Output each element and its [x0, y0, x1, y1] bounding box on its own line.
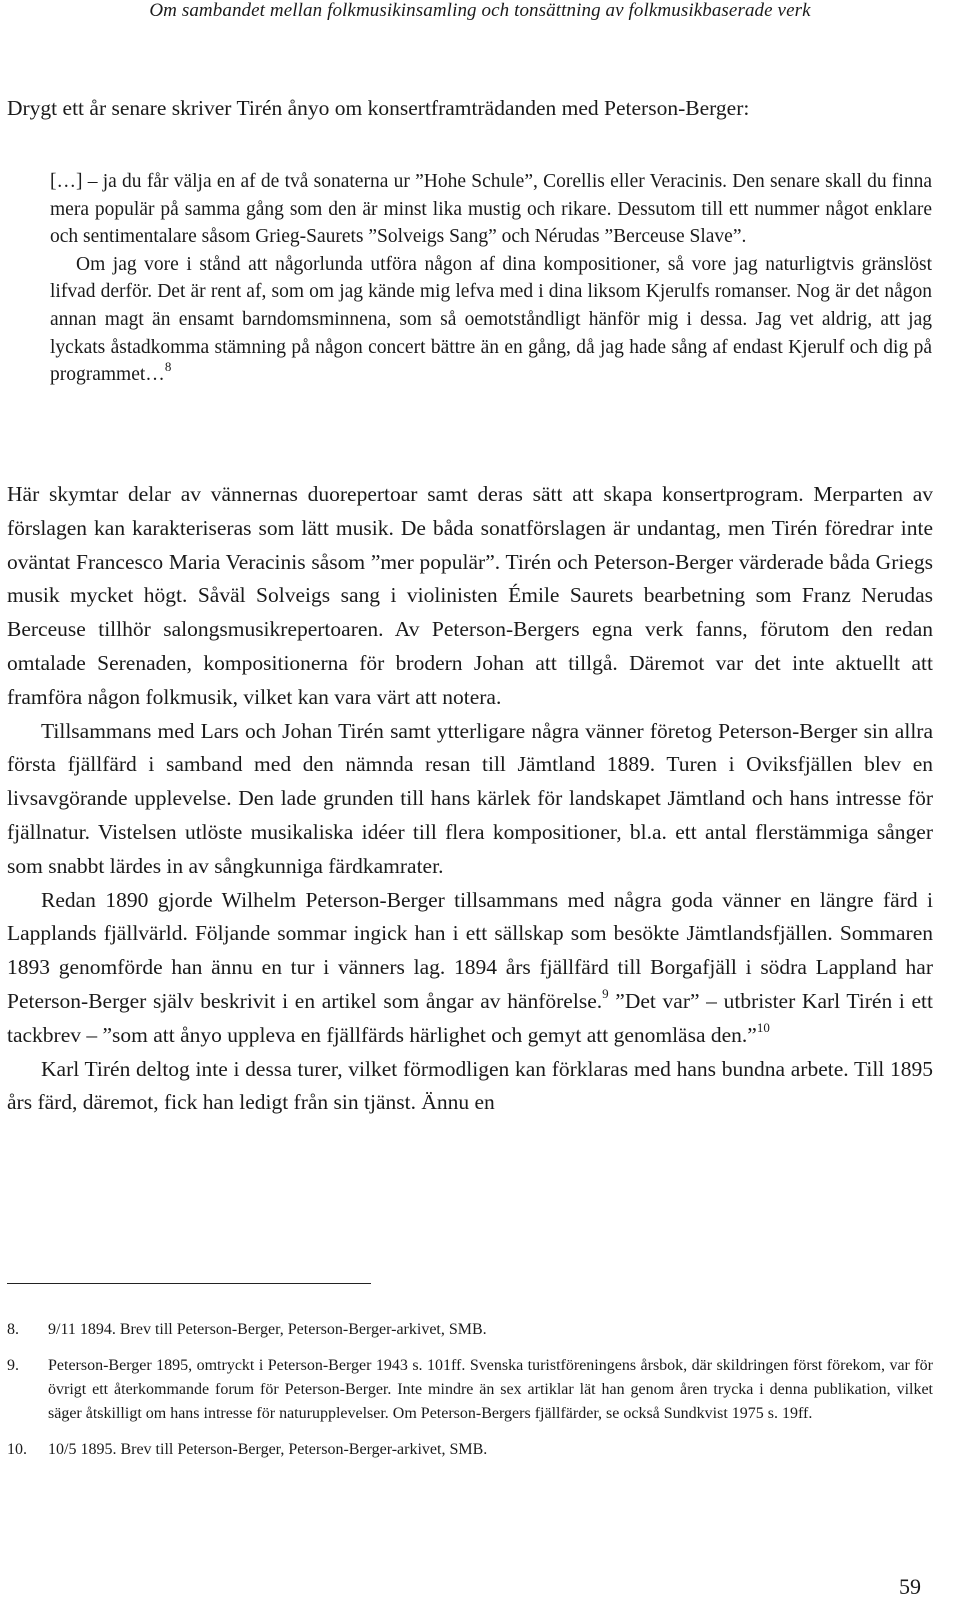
running-header: Om sambandet mellan folkmusikinsamling och tonsättning av folkmusikbaserade verk [149, 0, 811, 21]
footnote-divider [7, 1283, 371, 1284]
body-paragraph-3-part-a: Redan 1890 gjorde Wilhelm Peterson-Berger tillsammans med några goda vänner en längre färd i Lapplands fjällvärld. Följande sommar ingick han i ett sällskap som besökte Jämtlandsfjällen. Sommaren 1893 genomförde han ännu en tur i vänners lag. 1894 års fjällfärd till Borgafjäll i södra Lappland har Peterson-Berger själv beskrivit i en artikel som ångar av hänförelse. [7, 887, 933, 1013]
block-quote [50, 168, 932, 389]
body-paragraph-3 [7, 884, 933, 1053]
footnote-item [7, 1318, 933, 1342]
footnote-number: 8. [7, 1321, 19, 1338]
quote-paragraph-2 [50, 251, 932, 389]
body-paragraph-4: Karl Tirén deltog inte i dessa turer, vilket förmodligen kan förklaras med hans bundna arbete. Till 1895 års färd, däremot, fick han ledigt från sin tjänst. Ännu en [7, 1056, 933, 1115]
body-paragraph-2: Tillsammans med Lars och Johan Tirén samt ytterligare några vänner företog Peterson-Berger sin allra första fjällfärd i samband med den nämnda resan till Jämtland 1889. Turen i Oviksfjällen blev en livsavgörande upplevelse. Den lade grunden till hans kärlek för landskapet Jämtland och hans intresse för fjällnatur. Vistelsen utlöste musikaliska idéer till flera kompositioner, bl.a. ett antal flerstämmiga sånger som snabbt lärdes in av sångkunniga färdkamrater. [7, 718, 933, 878]
footnotes [7, 1318, 933, 1474]
footnote-text: 10/5 1895. Brev till Peterson-Berger, Peterson-Berger-arkivet, SMB. [48, 1441, 488, 1458]
footnote-item [7, 1354, 933, 1426]
body-text [7, 478, 933, 1120]
footnote-ref-8[interactable]: 8 [164, 358, 172, 374]
quote-paragraph-2-text: Om jag vore i stånd att någorlunda utföra någon af dina kompositioner, så vore jag naturligtvis gränslöst lifvad derför. Det är rent af, som om jag kände mig lefva med i dina liksom Kjerulfs romanser. Nog är det någon annan magt än ensamt barndomsminnena, som så oemotståndligt hänför mig i dessa. Jag vet aldrig, att jag lyckats åstadkomma stämning på någon concert bättre än en gång, då jag hade sång af endast Kjerulf och dig på programmet… [50, 253, 932, 386]
footnote-number: 10. [7, 1441, 27, 1458]
body-paragraph-1: Här skymtar delar av vännernas duorepertoar samt deras sätt att skapa konsertprogram. Merparten av förslagen kan karakteriseras som lätt musik. De båda sonatförslagen är undantag, men Tirén föredrar inte oväntat Francesco Maria Veracinis såsom ”mer populär”. Tirén och Peterson-Berger värderade båda Griegs musik mycket högt. Såväl Solveigs sang i violinisten Émile Saurets bearbetning som Franz Nerudas Berceuse tillhör salongsmusikrepertoaren. Av Peterson-Bergers egna verk fanns, förutom den redan omtalade Serenaden, kompositionerna för brodern Johan att tillgå. Däremot var det inte aktuellt att framföra någon folkmusik, vilket kan vara värt att notera. [7, 482, 933, 709]
page-number: 59 [899, 1574, 921, 1599]
quote-paragraph-1: […] – ja du får välja en af de två sonaterna ur ”Hohe Schule”, Corellis eller Veracinis. Den senare skall du finna mera populär på samma gång som den är minst lika mustig och rikare. Dessutom till ett nummer något enklare och sentimentalare såsom Grieg-Saurets ”Solveigs Sang” och Nérudas ”Berceuse Slave”. [50, 171, 932, 248]
footnote-number: 9. [7, 1357, 19, 1374]
footnote-ref-9[interactable]: 9 [602, 985, 609, 1001]
footnote-item [7, 1438, 933, 1462]
footnote-text: Peterson-Berger 1895, omtryckt i Peterson-Berger 1943 s. 101ff. Svenska turistföreningens årsbok, där skildringen först förekom, var för övrigt ett återkommande forum för Peterson-Berger. Inte mindre än sex artiklar lät han genom åren trycka i denna publikation, vilket säger åtskilligt om hans intresse för naturupplevelser. Om Peterson-Bergers fjällfärder, se också Sundkvist 1975 s. 19ff. [48, 1357, 933, 1422]
footnote-ref-10[interactable]: 10 [756, 1019, 770, 1035]
body-paragraph-3-part-b: ”Det var” – utbrister Karl Tirén i ett tackbrev – ”som att ånyo uppleva en fjällfärds härlighet och gemyt att genomläsa den.” [7, 988, 933, 1047]
footnote-text: 9/11 1894. Brev till Peterson-Berger, Peterson-Berger-arkivet, SMB. [48, 1321, 487, 1338]
intro-paragraph: Drygt ett år senare skriver Tirén ånyo om konsertframträdanden med Peterson-Berger: [7, 96, 750, 120]
